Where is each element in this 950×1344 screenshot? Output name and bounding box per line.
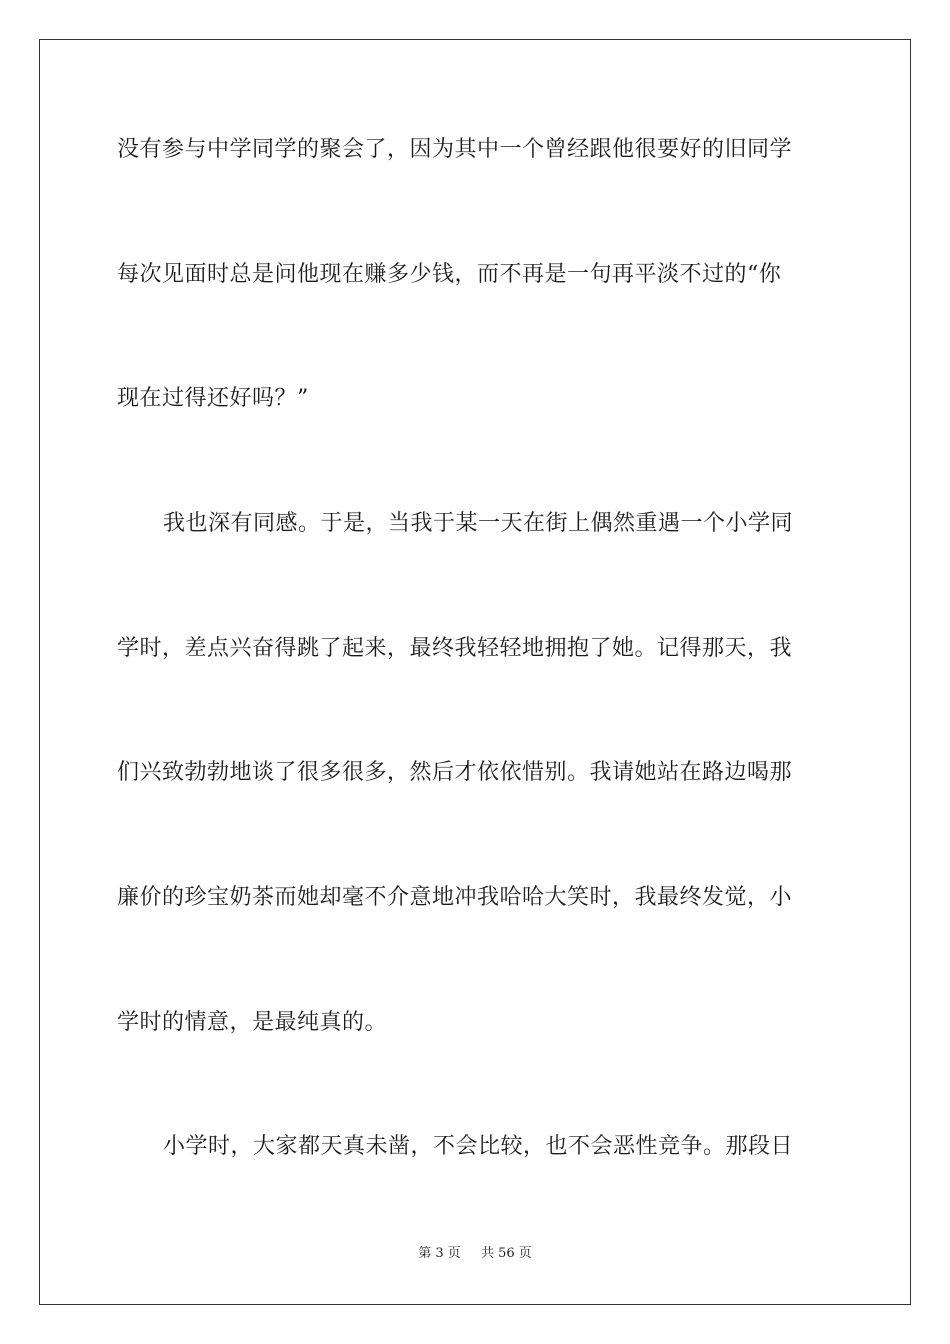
paragraph-first-line: 我也深有同感。于是，当我于某一天在街上偶然重遇一个小学同: [163, 511, 794, 536]
total-pages: 共 56 页: [480, 1246, 532, 1261]
text-line: 学时的情意，是最纯真的。: [117, 1010, 388, 1035]
text-line: 廉价的珍宝奶茶而她却毫不介意地冲我哈哈大笑时，我最终发觉，小: [117, 885, 793, 910]
page-number: 第 3 页: [418, 1246, 461, 1261]
text-line: 每次见面时总是问他现在赚多少钱，而不再是一句再平淡不过的“你: [117, 262, 782, 287]
text-line: 现在过得还好吗？”: [117, 386, 309, 411]
paragraph-first-line: 小学时，大家都天真未凿，不会比较，也不会恶性竞争。那段日: [163, 1134, 794, 1159]
page-border: [39, 39, 911, 1305]
page-footer: [0, 1245, 950, 1263]
text-line: 们兴致勃勃地谈了很多很多，然后才依依惜别。我请她站在路边喝那: [117, 760, 793, 785]
text-line: 没有参与中学同学的聚会了，因为其中一个曾经跟他很要好的旧同学: [117, 137, 793, 162]
text-line: 学时，差点兴奋得跳了起来，最终我轻轻地拥抱了她。记得那天，我: [117, 636, 793, 661]
